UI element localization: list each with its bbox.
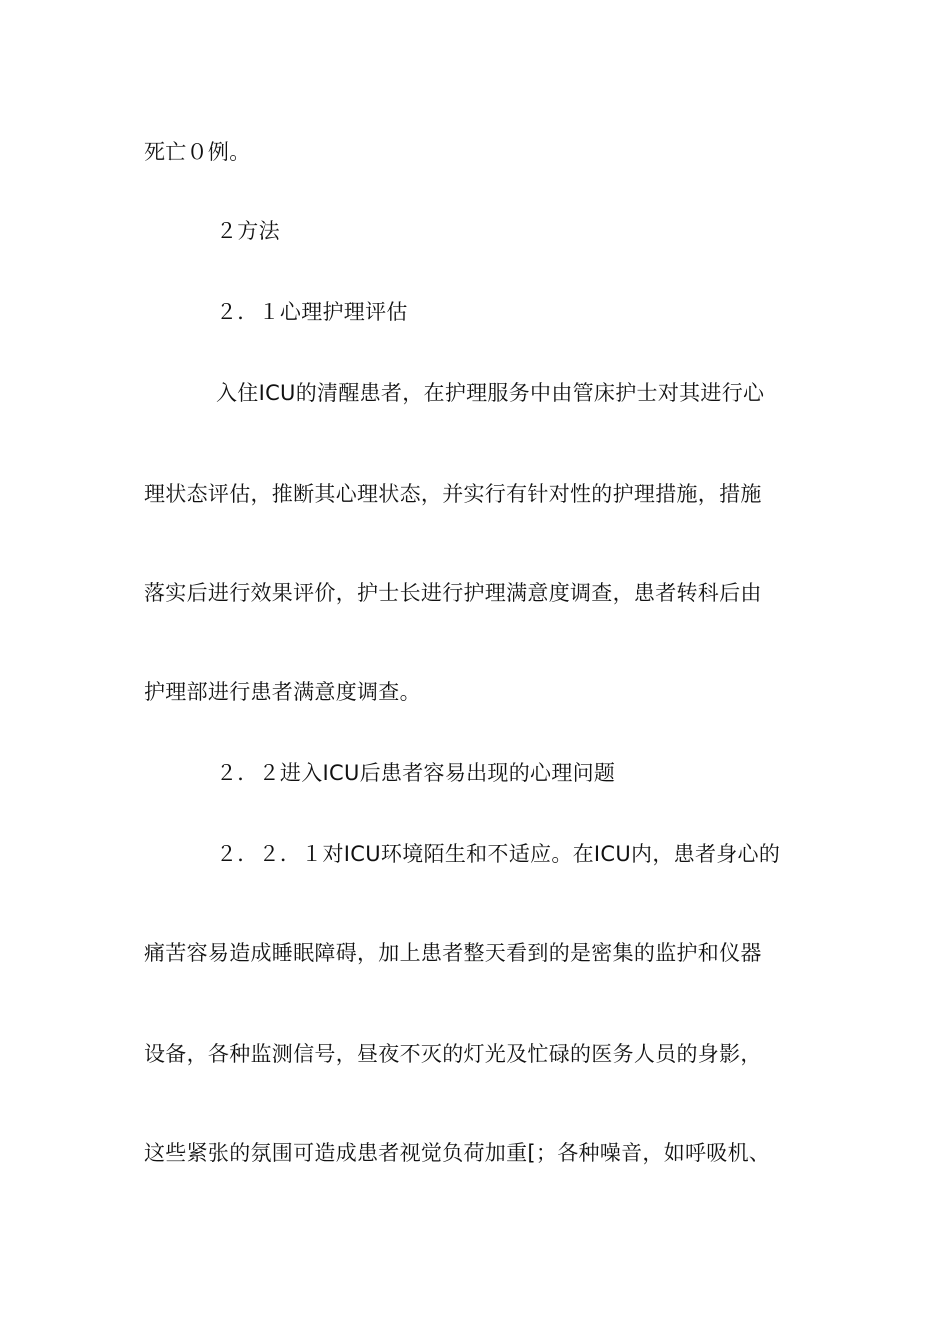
paragraph-line: 理状态评估，推断其心理状态，并实行有针对性的护理措施，措施 [144,482,762,506]
paragraph-line: 痛苦容易造成睡眠障碍，加上患者整天看到的是密集的监护和仪器 [144,941,762,965]
paragraph-line: 设备，各种监测信号，昼夜不灭的灯光及忙碌的医务人员的身影， [144,1042,762,1066]
subsection-heading: ２．１心理护理评估 [216,300,408,324]
subsection-heading: ２．２进入ICU后患者容易出现的心理问题 [216,761,616,785]
paragraph-line: ２．２．１对ICU环境陌生和不适应。在ICU内，患者身心的 [216,842,781,866]
paragraph-line: 落实后进行效果评价，护士长进行护理满意度调查，患者转科后由 [144,581,762,605]
section-heading: ２方法 [216,219,280,243]
paragraph-line: 这些紧张的氛围可造成患者视觉负荷加重[；各种噪音，如呼吸机、 [144,1141,771,1165]
paragraph-line: 入住ICU的清醒患者，在护理服务中由管床护士对其进行心 [216,381,765,405]
paragraph-line: 护理部进行患者满意度调查。 [144,680,421,704]
text-line: 死亡０例。 [144,140,251,164]
